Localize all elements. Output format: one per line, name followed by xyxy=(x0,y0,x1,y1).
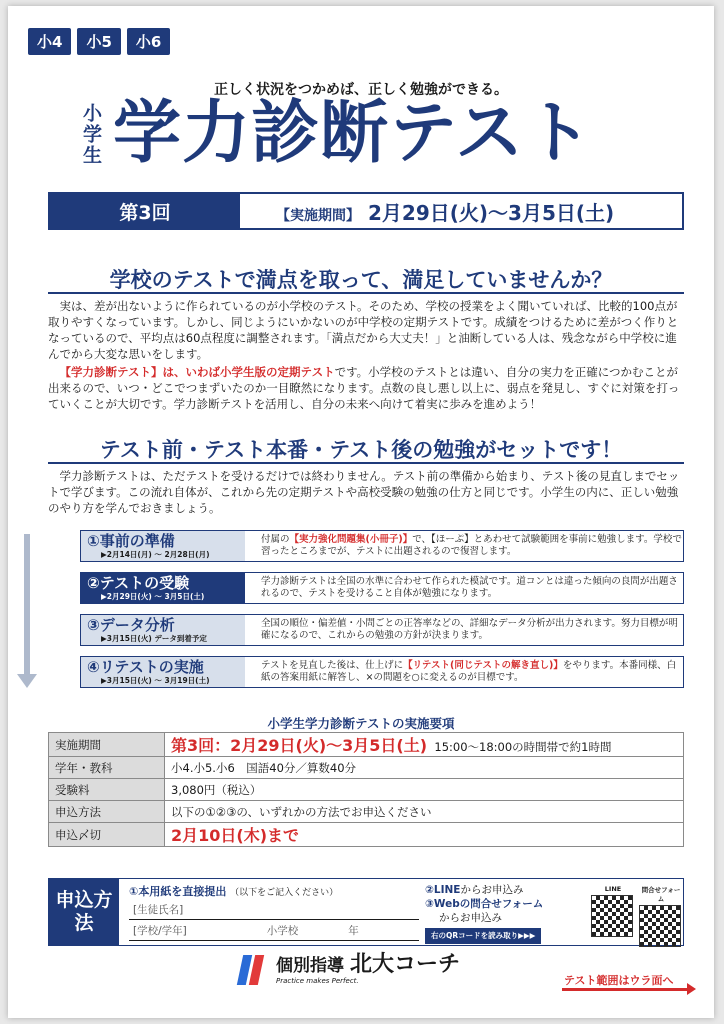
step-name: ③データ分析 xyxy=(87,616,175,634)
section2-paragraph: 学力診断テストは、ただテストを受けるだけでは終わりません。テスト前の準備から始まり、テスト後の見直しまでセットで学びます。この流れ自体が、これから先の定期テストや高校受験の勉強の仕方と同じです。小学生の内に、正しい勉強のやり方を学んでおきましょう。 xyxy=(48,469,680,515)
grade-tabs xyxy=(28,28,170,55)
requirements-title: 小学生学力診断テストの実施要項 xyxy=(267,716,455,731)
paragraph-text: です。小学校のテストとは違い、自分の実力を正確につかむことが出来るので、いつ・どこでつまずいたのか一目瞭然になります。点数の良し悪し以上に、弱点を発見し、すぐに対策を打っていくことが大切です。学力診断テストを活用し、自分の未来へ向けて着実に歩みを進めよう！ xyxy=(48,365,680,411)
row-key: 学年・教科 xyxy=(49,757,165,779)
section1-heading: 学校のテストで満点を取って、満足していませんか？ xyxy=(109,268,613,292)
grade-tab: 小4 xyxy=(28,28,71,55)
step-name: ①事前の準備 xyxy=(87,532,175,550)
step-preparation xyxy=(80,530,684,562)
requirements-table xyxy=(48,732,684,847)
row-key: 申込〆切 xyxy=(49,823,165,847)
step-date: ▶2月14日(月) 〜 2月28日(月) xyxy=(101,550,210,559)
apply-method-paper: ①本用紙を直接提出 （以下をご記入ください） [生徒氏名] [学校/学年] 小学校 年 xyxy=(129,883,419,941)
row-key: 実施期間 xyxy=(49,733,165,757)
row-value: 2月10日(木)まで xyxy=(165,823,684,847)
title-prefix: 小学生 xyxy=(80,102,102,166)
flow-arrow-line xyxy=(24,534,30,674)
row-value: 以下の①②③の、いずれかの方法でお申込ください xyxy=(165,801,684,823)
date-text xyxy=(276,197,614,226)
table-row xyxy=(49,779,684,801)
page-title xyxy=(78,94,594,173)
step-date: ▶2月29日(火) 〜 3月5日(土) xyxy=(101,592,205,601)
line-qr-code[interactable]: LINE xyxy=(591,885,635,937)
title-main: 学力診断テスト xyxy=(113,94,594,173)
step-date: ▶3月15日(火) データ到着予定 xyxy=(101,634,207,643)
divider xyxy=(48,462,684,464)
step-name: ②テストの受験 xyxy=(87,574,190,592)
step-retest xyxy=(80,656,684,688)
section1-paragraph-2 xyxy=(48,364,686,412)
row-value: 小4.小5.小6 国語40分／算数40分 xyxy=(165,757,684,779)
brand-logo: 個別指導 北大コーチ Practice makes Perfect. xyxy=(236,954,460,985)
flow-arrow-head-icon xyxy=(17,674,37,688)
step-analysis xyxy=(80,614,684,646)
qr-code-icon xyxy=(591,895,633,937)
qr-code-icon xyxy=(639,905,681,947)
row-value: 第3回：2月29日(火)〜3月5日(土) 15:00〜18:00の時間帯で約1時間 xyxy=(165,733,684,757)
step-name: ④リテストの実施 xyxy=(87,658,204,676)
step-description: テストを見直した後は、仕上げに【リテスト(同じテストの解き直し)】をやります。本番同様、白紙の答案用紙に解答し、×の問題を○に変えるのが目標です。 xyxy=(261,660,677,683)
section1-paragraph: 実は、差が出ないように作られているのが小学校のテスト。そのため、学校の授業をよく聞いていれば、比較的100点が取りやすくなっています。しかし、同じようにいかないのが中学校の定期テストです。成績をつけるために差がつく作りとなっているので、平均点は60点程度に調整されます。「満点だから大丈夫！」と油断している人は、残念ながら中学校に進んでから大変な思いをします。 xyxy=(48,299,679,361)
school-grade-field[interactable]: [学校/学年] 小学校 年 xyxy=(129,920,419,941)
logo-mark-icon xyxy=(236,955,270,985)
table-row xyxy=(49,733,684,757)
step-description: 全国の順位・偏差値・小問ごとの正答率などの、詳細なデータ分析が出力されます。努力目標が明確になるので、これからの勉強の方針が決まります。 xyxy=(261,618,678,641)
row-value: 3,080円（税込） xyxy=(165,779,684,801)
highlight-text: 【学力診断テスト】は、いわば小学生版の定期テスト xyxy=(59,365,335,379)
flyer-page xyxy=(8,6,714,1018)
application-box xyxy=(48,878,684,946)
application-label: 申込方法 xyxy=(49,879,119,945)
table-row xyxy=(49,801,684,823)
tagline: 正しく状況をつかめば、正しく勉強ができる。 xyxy=(214,82,508,98)
section2-heading: テスト前・テスト本番・テスト後の勉強がセットです！ xyxy=(99,438,623,462)
step-description: 付属の【実力強化問題集(小冊子)】で、【ほーぷ】とあわせて試験範囲を事前に勉強します。学校で習ったところまでが、テストに出題されるので復習します。 xyxy=(261,534,682,557)
step-date: ▶3月15日(火) 〜 3月19日(土) xyxy=(101,676,210,685)
divider xyxy=(48,292,684,294)
qr-note: 右のQRコードを読み取り▶▶▶ xyxy=(425,928,541,944)
round-badge: 第3回 xyxy=(50,194,240,228)
step-description: 学力診断テストは全国の水準に合わせて作られた模試です。道コンとは違った傾向の良問が出題されるので、テストを受けること自体が勉強になります。 xyxy=(261,576,678,599)
right-arrow-icon xyxy=(562,988,692,991)
grade-tab: 小5 xyxy=(77,28,120,55)
back-side-note: テスト範囲はウラ面へ xyxy=(564,974,674,987)
table-row xyxy=(49,757,684,779)
table-row xyxy=(49,823,684,847)
row-key: 受験料 xyxy=(49,779,165,801)
date-bar xyxy=(48,192,684,230)
date-label: 【実施期間】 xyxy=(276,207,360,224)
step-exam xyxy=(80,572,684,604)
date-range: 2月29日(火)〜3月5日(土) xyxy=(368,200,615,225)
student-name-field[interactable]: [生徒氏名] xyxy=(129,899,419,920)
form-qr-code[interactable]: 問合せフォーム xyxy=(639,885,683,947)
grade-tab: 小6 xyxy=(127,28,170,55)
row-key: 申込方法 xyxy=(49,801,165,823)
apply-method-online: ②LINEからお申込み ③Webの問合せフォーム からお申込み 右のQRコードを読み取り▶▶▶ xyxy=(425,883,595,944)
